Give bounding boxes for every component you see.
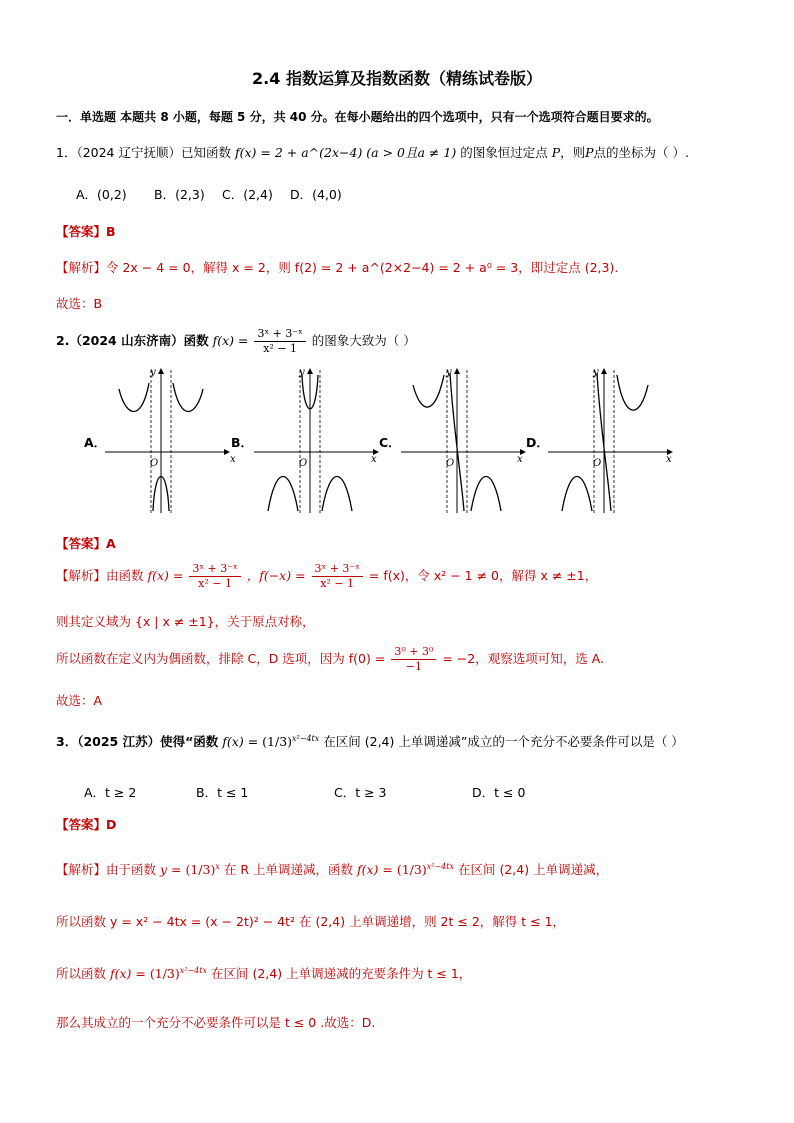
q2-graph-a-origin: O bbox=[150, 458, 159, 469]
q2-domain-line: 则其定义域为 {x | x ≠ ±1}，关于原点对称， bbox=[56, 614, 315, 629]
q3-stem-text: 3．（2025 江苏）使得“函数 bbox=[56, 734, 219, 749]
q2-graph-d-origin: O bbox=[593, 458, 602, 469]
q2-even-line bbox=[56, 645, 604, 674]
q2-even-line-b: = −2，观察选项可知，选 A. bbox=[442, 651, 604, 666]
q3-stem bbox=[56, 732, 684, 750]
q2-option-b-label: B． bbox=[231, 435, 254, 450]
q3-analysis-line-1 bbox=[56, 860, 608, 878]
q2-analysis-denominator-2: x² − 1 bbox=[320, 577, 355, 590]
q2-graph-c-y-label: y bbox=[446, 367, 452, 378]
q1-stem-text: 1．（2024 辽宁抚顺）已知函数 bbox=[56, 145, 231, 160]
q3-line3-fx: f(x) = bbox=[110, 966, 146, 981]
q2-analysis-numerator-2: 3ˣ + 3⁻ˣ bbox=[312, 562, 363, 577]
q2-graph-d-y-label: y bbox=[593, 367, 599, 378]
q3-line1-exponent-2: x²−4tx bbox=[426, 861, 454, 871]
q2-graph-c bbox=[399, 365, 549, 515]
q2-stem bbox=[56, 327, 416, 356]
q3-stem-base: (1/3) bbox=[262, 734, 293, 749]
q2-even-fraction bbox=[391, 645, 436, 674]
q2-graph-b-y-label: y bbox=[299, 367, 305, 378]
q3-option-a: A．t ≥ 2 bbox=[84, 785, 137, 800]
q2-even-line-a: 所以函数在定义内为偶函数，排除 C，D 选项，因为 f(0) = bbox=[56, 651, 386, 666]
q2-stem-numerator: 3ˣ + 3⁻ˣ bbox=[254, 327, 305, 342]
q2-even-numerator: 3⁰ + 3⁰ bbox=[391, 645, 436, 660]
q1-option-b: B．(2,3) bbox=[154, 187, 205, 202]
q1-stem-text-4: 点的坐标为（ ）. bbox=[593, 145, 689, 160]
q2-graph-b-x-label: x bbox=[371, 454, 377, 465]
q2-conclusion: 故选：A bbox=[56, 693, 103, 708]
q1-option-a: A．(0,2) bbox=[76, 187, 127, 202]
q3-line1-lead: 【解析】由于函数 bbox=[56, 862, 157, 877]
q1-stem-expression: f(x) = 2 + a^(2x−4) (a > 0且a ≠ 1) bbox=[234, 145, 457, 160]
q2-option-c-label: C． bbox=[379, 435, 401, 450]
q2-analysis-fraction-2 bbox=[312, 562, 363, 591]
q2-option-d-label: D． bbox=[526, 435, 549, 450]
q3-stem-fx: f(x) = bbox=[222, 734, 259, 749]
q1-conclusion: 故选：B bbox=[56, 296, 103, 311]
q3-line1-base: (1/3) bbox=[185, 862, 216, 877]
q2-even-denominator: −1 bbox=[405, 660, 422, 673]
q3-line3-base: (1/3) bbox=[149, 966, 180, 981]
q3-line1-mid: 在 R 上单调递减，函数 bbox=[223, 862, 354, 877]
q2-graph-d-x-label: x bbox=[666, 454, 672, 465]
q3-line3-exponent: x²−4tx bbox=[179, 965, 207, 975]
q3-line1-exponent: x bbox=[215, 861, 220, 871]
q1-analysis: 【解析】令 2x − 4 = 0，解得 x = 2，则 f(2) = 2 + a^(2×2−4) = 2 + a⁰ = 3，即过定点 (2,3). bbox=[56, 260, 619, 275]
q1-point-p: P bbox=[551, 145, 561, 160]
q2-analysis-end: = f(x)，令 x² − 1 ≠ 0，解得 x ≠ ±1， bbox=[368, 568, 598, 583]
q3-line1-fx: f(x) = bbox=[357, 862, 393, 877]
q2-answer: 【答案】A bbox=[56, 536, 116, 551]
q3-line1-y: y = bbox=[160, 862, 182, 877]
q3-line1-base-2: (1/3) bbox=[396, 862, 427, 877]
q2-graph-a-x-label: x bbox=[230, 454, 236, 465]
section-header: 一．单选题 本题共 8 小题，每题 5 分，共 40 分。在每小题给出的四个选项中，只有一个选项符合题目要求的。 bbox=[56, 110, 659, 124]
q3-line3-end: 在区间 (2,4) 上单调递减的充要条件为 t ≤ 1， bbox=[210, 966, 472, 981]
q2-option-a-label: A． bbox=[84, 435, 107, 450]
q2-analysis-numerator: 3ˣ + 3⁻ˣ bbox=[189, 562, 240, 577]
q2-analysis bbox=[56, 562, 597, 591]
q3-stem-text-2: 在区间 (2,4) 上单调递减”成立的一个充分不必要条件可以是（ ） bbox=[323, 734, 684, 749]
q3-analysis-line-3 bbox=[56, 964, 471, 982]
q3-analysis-line-2: 所以函数 y = x² − 4tx = (x − 2t)² − 4t² 在 (2,4) 上单调递增，则 2t ≤ 2，解得 t ≤ 1， bbox=[56, 914, 566, 929]
q1-stem bbox=[56, 143, 689, 161]
page-title: 2.4 指数运算及指数函数（精练试卷版） bbox=[252, 69, 542, 88]
q3-analysis-line-4: 那么其成立的一个充分不必要条件可以是 t ≤ 0 .故选：D. bbox=[56, 1015, 376, 1030]
q2-stem-text-2: 的图象大致为（ ） bbox=[311, 333, 416, 348]
q1-option-d: D．(4,0) bbox=[290, 187, 342, 202]
q3-line3-lead: 所以函数 bbox=[56, 966, 107, 981]
q1-answer: 【答案】B bbox=[56, 224, 116, 239]
q2-analysis-denominator: x² − 1 bbox=[198, 577, 232, 590]
q2-analysis-lead: 【解析】由函数 bbox=[56, 568, 144, 583]
q3-line1-end: 在区间 (2,4) 上单调递减， bbox=[457, 862, 609, 877]
q1-option-c: C．(2,4) bbox=[222, 187, 273, 202]
q3-option-c: C．t ≥ 3 bbox=[334, 785, 387, 800]
q1-stem-text-3: ，则 bbox=[560, 145, 586, 160]
q2-analysis-mid: ，f(−x) = bbox=[246, 568, 306, 583]
q2-stem-fx: f(x) = bbox=[212, 333, 249, 348]
q3-option-b: B．t ≤ 1 bbox=[196, 785, 249, 800]
q2-graph-c-x-label: x bbox=[517, 454, 523, 465]
q2-stem-text: 2.（2024 山东济南）函数 bbox=[56, 333, 209, 348]
q2-graph-a-y-label: y bbox=[150, 367, 156, 378]
q2-graph-b-origin: O bbox=[299, 458, 308, 469]
q2-analysis-fraction bbox=[189, 562, 240, 591]
q3-answer: 【答案】D bbox=[56, 817, 117, 832]
q2-stem-denominator: x² − 1 bbox=[263, 342, 298, 355]
q3-option-d: D．t ≤ 0 bbox=[472, 785, 526, 800]
q2-analysis-fx: f(x) = bbox=[147, 568, 184, 583]
q3-stem-exponent: x²−4tx bbox=[292, 733, 320, 743]
q2-graph-a bbox=[103, 365, 253, 515]
q1-stem-text-2: 的图象恒过定点 bbox=[460, 145, 548, 160]
q2-stem-fraction bbox=[254, 327, 305, 356]
q2-graph-d bbox=[546, 365, 696, 515]
q2-graph-b bbox=[252, 365, 402, 515]
q2-graph-c-origin: O bbox=[446, 458, 455, 469]
q1-point-p-2: P bbox=[585, 145, 594, 160]
